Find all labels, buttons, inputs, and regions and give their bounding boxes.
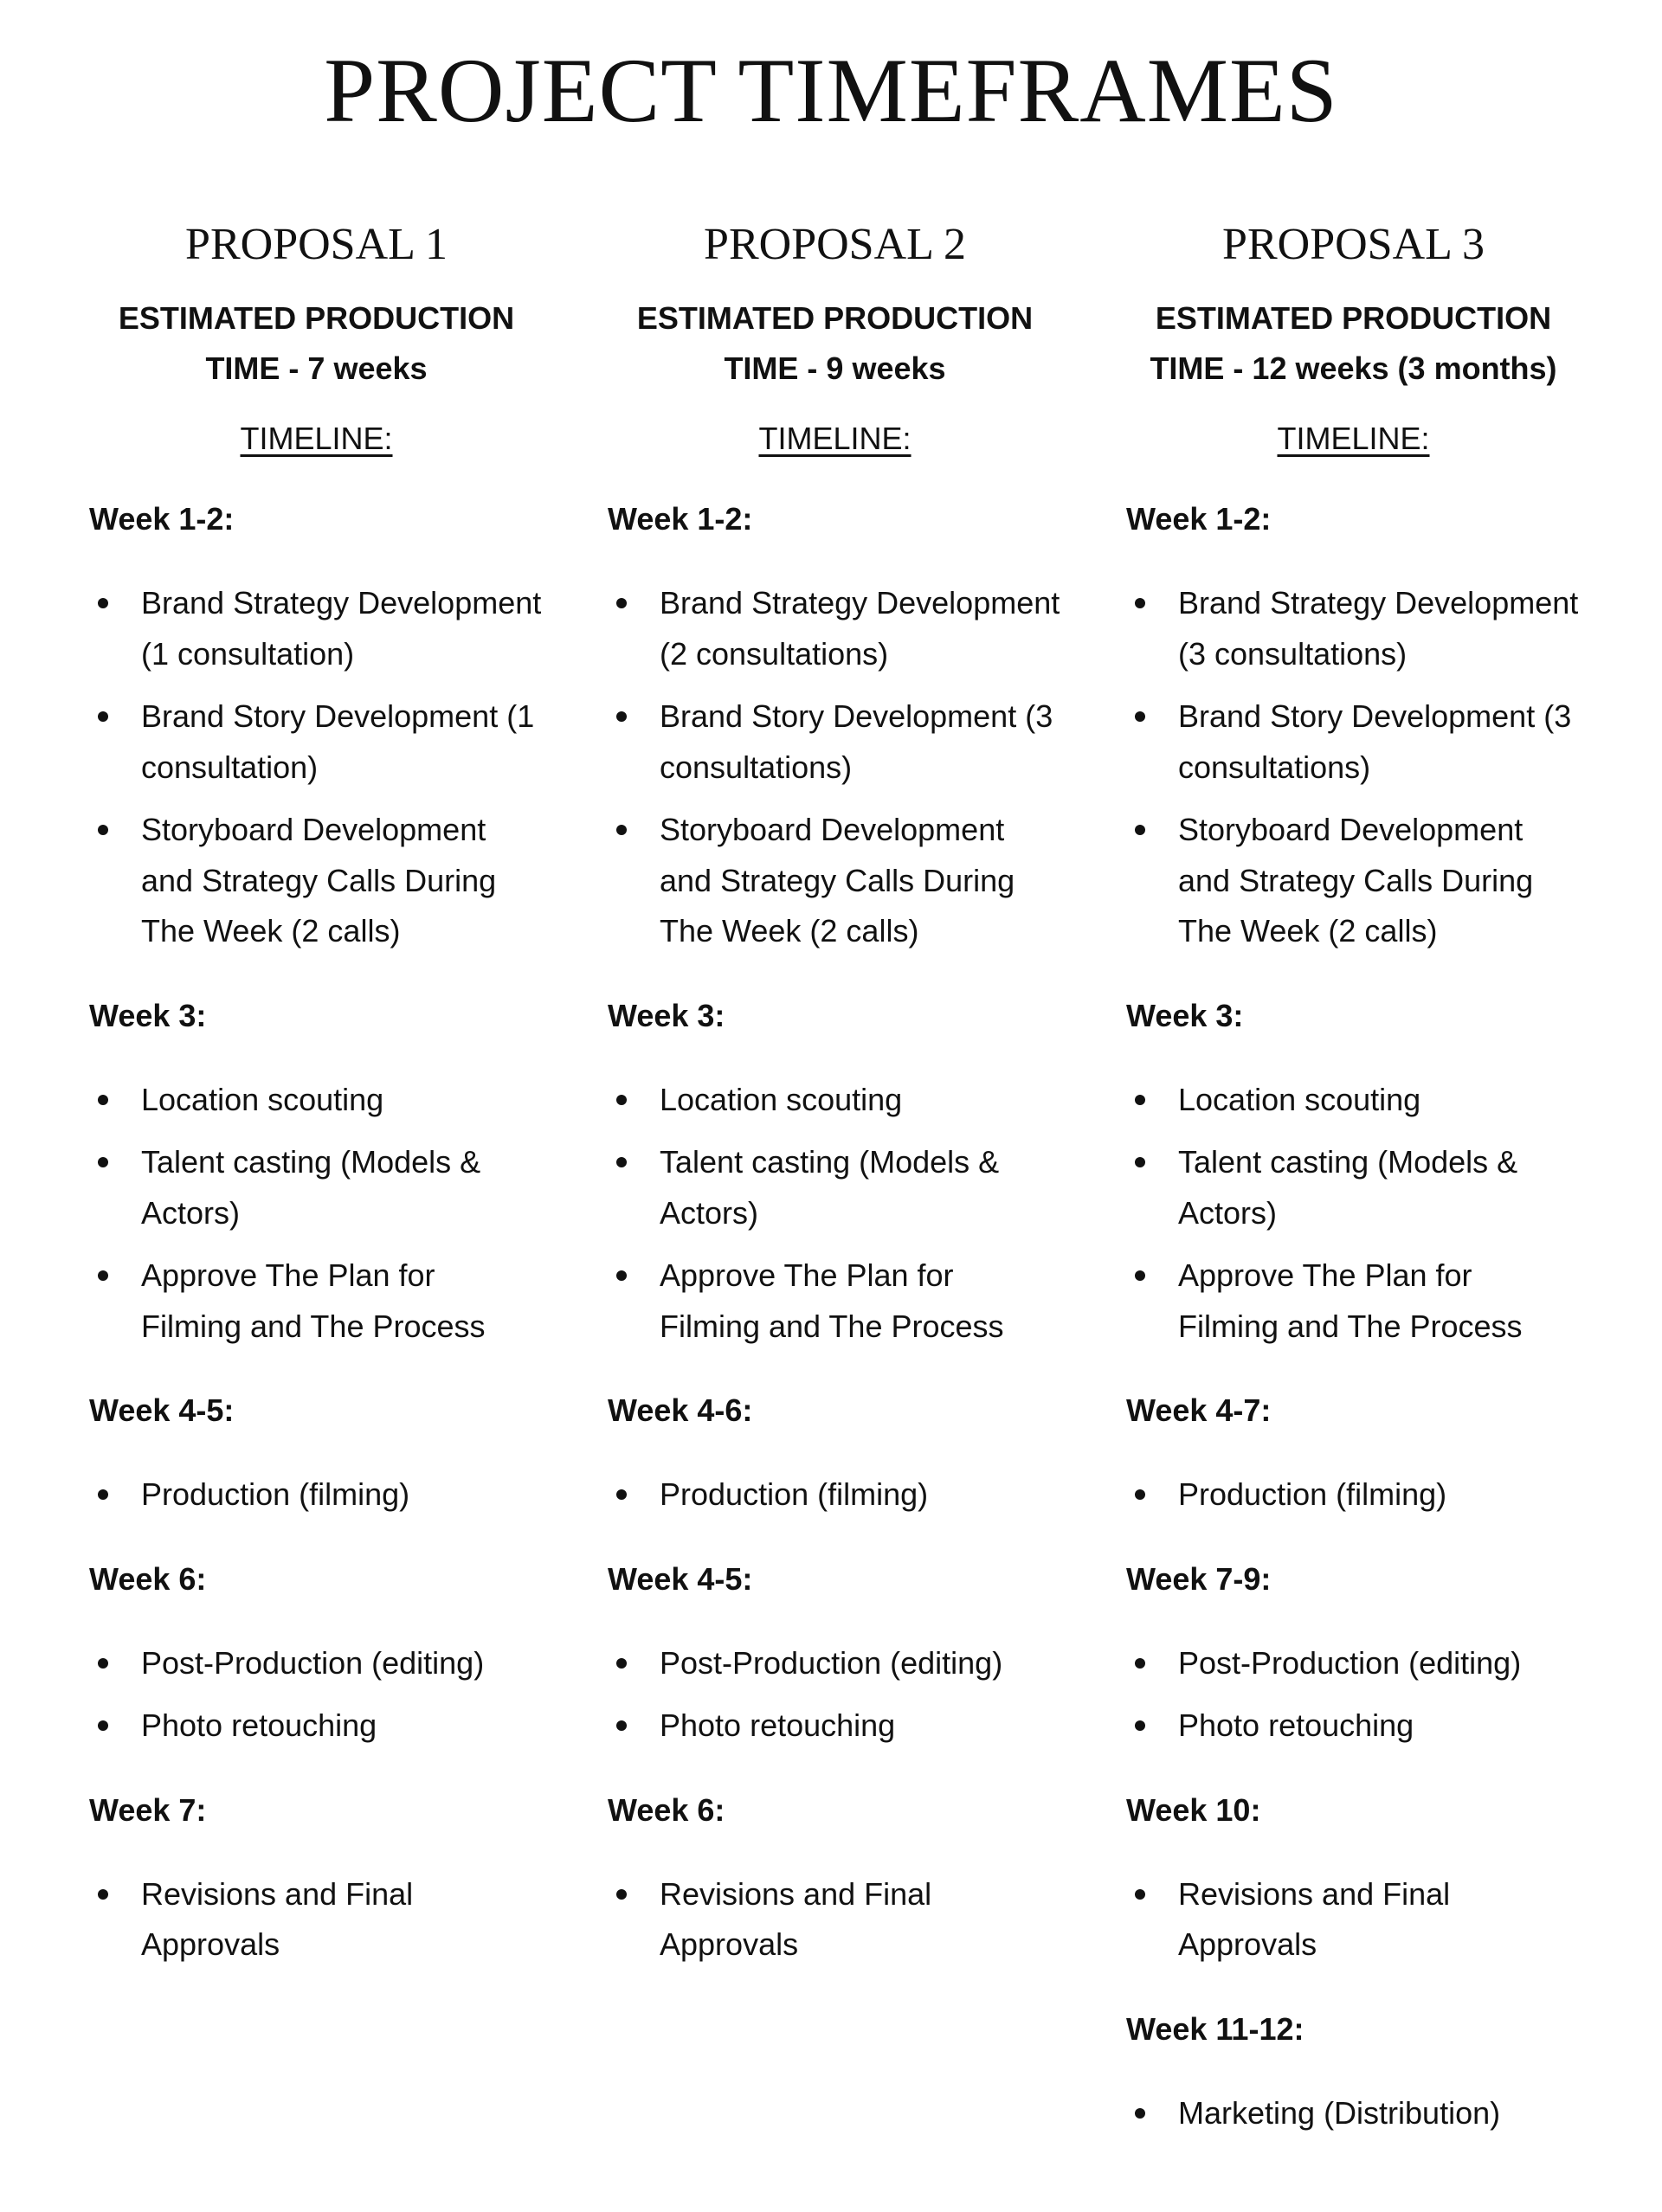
task-item (608, 1075, 1062, 1126)
bullet-icon (98, 1889, 108, 1900)
task-list (89, 578, 544, 957)
week-block (89, 1558, 544, 1752)
bullet-icon (1135, 1720, 1145, 1731)
task-text: Revisions and Final Approvals (1178, 1875, 1451, 1962)
task-item (1126, 1137, 1581, 1238)
task-item (1126, 1869, 1581, 1971)
task-text: Photo retouching (1178, 1707, 1414, 1743)
task-item (89, 1701, 544, 1752)
task-list (608, 1075, 1062, 1353)
task-text: Approve The Plan for Filming and The Process (141, 1257, 486, 1344)
bullet-icon (1135, 1095, 1145, 1105)
week-block (608, 498, 1062, 957)
bullet-icon (1135, 1489, 1145, 1500)
task-item (1126, 1075, 1581, 1126)
task-text: Storyboard Development and Strategy Calls During The Week (2 calls) (141, 812, 497, 948)
week-heading: Week 1-2: (1126, 501, 1272, 537)
proposal-title: PROPOSAL 3 (1222, 220, 1485, 269)
bullet-icon (1135, 825, 1145, 835)
task-text: Production (filming) (1178, 1476, 1447, 1512)
week-block (608, 1789, 1062, 1971)
task-item (89, 1137, 544, 1238)
estimate-line-1: ESTIMATED PRODUCTION (1155, 300, 1552, 336)
week-heading: Week 10: (1126, 1791, 1261, 1828)
task-text: Talent casting (Models & Actors) (141, 1144, 481, 1231)
week-heading: Week 4-5: (89, 1392, 235, 1428)
week-heading: Week 3: (89, 997, 207, 1033)
task-item (608, 1251, 1062, 1352)
task-text: Post-Production (editing) (1178, 1644, 1522, 1681)
task-text: Brand Strategy Development (3 consultations) (1178, 585, 1579, 672)
bullet-icon (1135, 2108, 1145, 2119)
task-item (608, 1137, 1062, 1238)
task-text: Brand Story Development (3 consultations) (660, 698, 1053, 785)
proposal-3-column (1126, 215, 1581, 2138)
bullet-icon (98, 711, 108, 722)
task-item (89, 578, 544, 679)
bullet-icon (616, 1720, 627, 1731)
timeline-label: TIMELINE: (1277, 421, 1430, 456)
task-text: Post-Production (editing) (660, 1644, 1003, 1681)
bullet-icon (98, 1720, 108, 1731)
task-text: Revisions and Final Approvals (660, 1875, 932, 1962)
week-block (1126, 1558, 1581, 1752)
task-item (608, 578, 1062, 679)
estimate-line-2: TIME - 7 weeks (205, 350, 428, 386)
task-item (1126, 578, 1581, 679)
bullet-icon (616, 1658, 627, 1669)
estimated-production-time (89, 293, 544, 394)
bullet-icon (1135, 1658, 1145, 1669)
task-text: Talent casting (Models & Actors) (660, 1144, 1000, 1231)
bullet-icon (98, 1658, 108, 1669)
estimate-line-1: ESTIMATED PRODUCTION (636, 300, 1034, 336)
task-list (608, 578, 1062, 957)
page-title: PROJECT TIMEFRAMES (324, 40, 1338, 141)
timeline-weeks (1126, 498, 1581, 2138)
week-block (89, 1389, 544, 1521)
week-heading: Week 11-12: (1126, 2010, 1304, 2047)
task-list (608, 1469, 1062, 1521)
task-text: Marketing (Distribution) (1178, 2094, 1501, 2131)
task-item (89, 691, 544, 793)
task-text: Brand Strategy Development (1 consultation) (141, 585, 542, 672)
week-block (1126, 994, 1581, 1353)
task-text: Revisions and Final Approvals (141, 1875, 414, 1962)
timeline-weeks (89, 498, 544, 1971)
task-item (1126, 691, 1581, 793)
task-text: Approve The Plan for Filming and The Process (1178, 1257, 1523, 1344)
proposal-title: PROPOSAL 2 (704, 220, 966, 269)
week-heading: Week 3: (608, 997, 725, 1033)
task-text: Location scouting (141, 1081, 384, 1117)
task-text: Storyboard Development and Strategy Calls During The Week (2 calls) (1178, 812, 1534, 948)
task-text: Storyboard Development and Strategy Calls During The Week (2 calls) (660, 812, 1015, 948)
timeline-label: TIMELINE: (240, 421, 393, 456)
bullet-icon (1135, 598, 1145, 608)
task-item (89, 1075, 544, 1126)
proposal-1-column (89, 215, 544, 1971)
estimate-line-2: TIME - 12 weeks (3 months) (1150, 350, 1557, 386)
timeline-label: TIMELINE: (758, 421, 912, 456)
bullet-icon (616, 711, 627, 722)
task-list (89, 1869, 544, 1971)
task-item (1126, 1701, 1581, 1752)
bullet-icon (98, 598, 108, 608)
task-list (1126, 578, 1581, 957)
bullet-icon (616, 1889, 627, 1900)
estimate-line-2: TIME - 9 weeks (724, 350, 946, 386)
week-block (89, 498, 544, 957)
bullet-icon (616, 1270, 627, 1281)
task-text: Brand Story Development (3 consultations) (1178, 698, 1572, 785)
week-block (1126, 498, 1581, 957)
bullet-icon (616, 1157, 627, 1167)
week-heading: Week 7: (89, 1791, 207, 1828)
bullet-icon (1135, 711, 1145, 722)
week-heading: Week 4-5: (608, 1560, 753, 1597)
task-text: Talent casting (Models & Actors) (1178, 1144, 1518, 1231)
week-heading: Week 1-2: (89, 501, 235, 537)
task-text: Photo retouching (660, 1707, 896, 1743)
bullet-icon (98, 825, 108, 835)
week-heading: Week 3: (1126, 997, 1244, 1033)
task-item (1126, 805, 1581, 957)
task-item (608, 1869, 1062, 1971)
estimated-production-time (1126, 293, 1581, 394)
task-list (608, 1638, 1062, 1752)
bullet-icon (616, 598, 627, 608)
task-text: Photo retouching (141, 1707, 377, 1743)
task-item (89, 1638, 544, 1689)
task-item (1126, 1251, 1581, 1352)
bullet-icon (1135, 1889, 1145, 1900)
task-item (1126, 2088, 1581, 2139)
task-text: Production (filming) (660, 1476, 929, 1512)
task-item (89, 1469, 544, 1521)
task-item (89, 1251, 544, 1352)
task-item (89, 1869, 544, 1971)
week-block (608, 1389, 1062, 1521)
estimate-line-1: ESTIMATED PRODUCTION (118, 300, 515, 336)
week-block (608, 1558, 1062, 1752)
week-heading: Week 4-6: (608, 1392, 753, 1428)
bullet-icon (98, 1157, 108, 1167)
task-list (1126, 1869, 1581, 1971)
bullet-icon (1135, 1270, 1145, 1281)
task-item (89, 805, 544, 957)
task-text: Brand Strategy Development (2 consultations) (660, 585, 1060, 672)
task-list (1126, 1469, 1581, 1521)
task-list (89, 1075, 544, 1353)
week-heading: Week 4-7: (1126, 1392, 1272, 1428)
bullet-icon (98, 1095, 108, 1105)
proposal-title: PROPOSAL 1 (185, 220, 448, 269)
week-heading: Week 6: (89, 1560, 207, 1597)
bullet-icon (616, 825, 627, 835)
task-text: Location scouting (660, 1081, 903, 1117)
week-heading: Week 1-2: (608, 501, 753, 537)
proposal-2-column (608, 215, 1062, 1971)
week-heading: Week 7-9: (1126, 1560, 1272, 1597)
task-list (89, 1469, 544, 1521)
week-heading: Week 6: (608, 1791, 725, 1828)
task-text: Approve The Plan for Filming and The Process (660, 1257, 1004, 1344)
task-item (1126, 1638, 1581, 1689)
task-list (1126, 1075, 1581, 1353)
task-text: Location scouting (1178, 1081, 1421, 1117)
task-item (608, 691, 1062, 793)
task-list (89, 1638, 544, 1752)
task-list (1126, 2088, 1581, 2139)
bullet-icon (616, 1489, 627, 1500)
bullet-icon (1135, 1157, 1145, 1167)
bullet-icon (98, 1489, 108, 1500)
task-list (1126, 1638, 1581, 1752)
task-list (608, 1869, 1062, 1971)
estimated-production-time (608, 293, 1062, 394)
week-block (608, 994, 1062, 1353)
week-block (1126, 2008, 1581, 2139)
task-item (608, 1638, 1062, 1689)
task-item (608, 805, 1062, 957)
week-block (89, 1789, 544, 1971)
week-block (89, 994, 544, 1353)
week-block (1126, 1789, 1581, 1971)
task-item (608, 1469, 1062, 1521)
task-item (1126, 1469, 1581, 1521)
bullet-icon (616, 1095, 627, 1105)
week-block (1126, 1389, 1581, 1521)
timeline-weeks (608, 498, 1062, 1971)
task-text: Brand Story Development (1 consultation) (141, 698, 535, 785)
task-text: Production (filming) (141, 1476, 410, 1512)
task-text: Post-Production (editing) (141, 1644, 485, 1681)
task-item (608, 1701, 1062, 1752)
bullet-icon (98, 1270, 108, 1281)
